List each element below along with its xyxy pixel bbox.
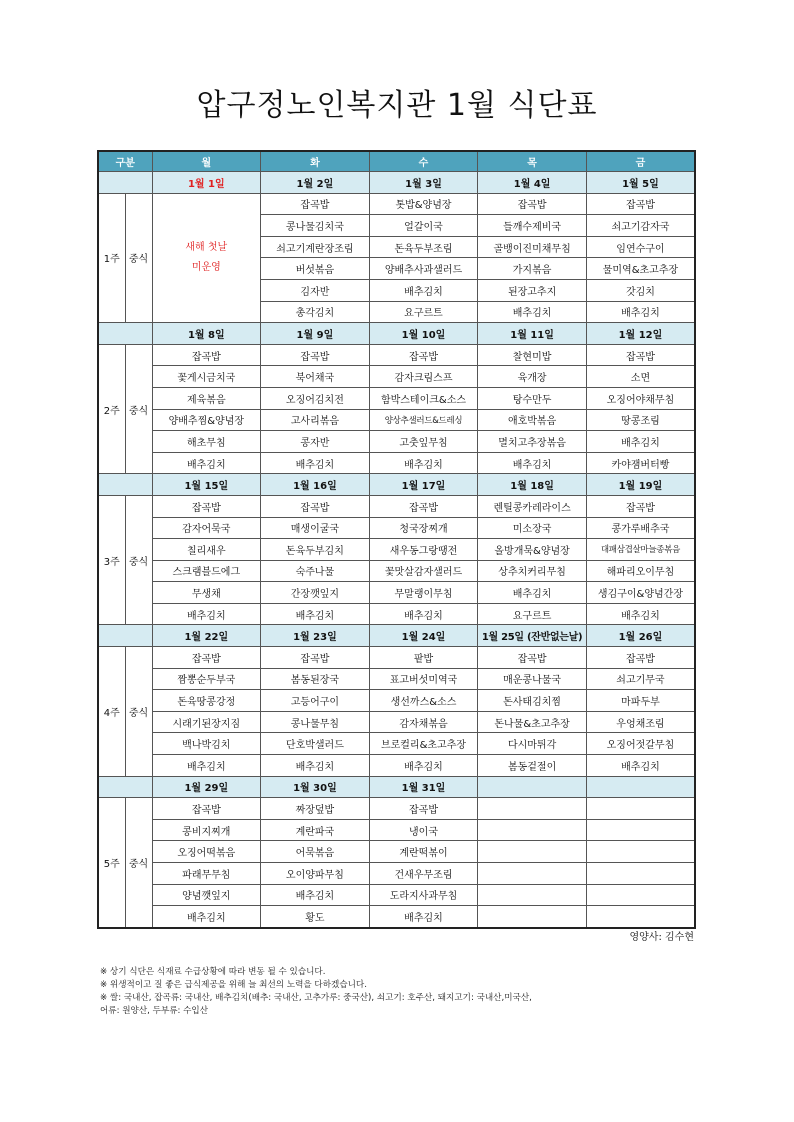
menu-item: 배추김치	[369, 603, 478, 625]
menu-item	[586, 884, 695, 906]
menu-item: 무생채	[152, 582, 261, 604]
date-cell: 1월 2일	[261, 172, 370, 194]
note-line: ※ 위생적이고 질 좋은 급식제공을 위해 늘 최선의 노력을 다하겠습니다.	[100, 980, 367, 990]
menu-item: 매생이굴국	[261, 517, 370, 539]
menu-item: 배추김치	[478, 582, 587, 604]
header-day: 금	[586, 151, 695, 172]
header-day: 목	[478, 151, 587, 172]
menu-row	[98, 517, 695, 539]
menu-item: 배추김치	[586, 431, 695, 453]
menu-row	[98, 863, 695, 885]
date-row	[98, 474, 695, 496]
menu-row	[98, 668, 695, 690]
menu-row	[98, 798, 695, 820]
menu-item: 카야잼버터빵	[586, 452, 695, 474]
menu-item: 골뱅이진미채무침	[478, 236, 587, 258]
menu-table	[97, 150, 696, 929]
date-row	[98, 172, 695, 194]
date-cell: 1월 11일	[478, 323, 587, 345]
menu-item: 새우동그랑땡전	[369, 539, 478, 561]
menu-item: 계란파국	[261, 819, 370, 841]
menu-item: 물미역&초고추장	[586, 258, 695, 280]
menu-item: 버섯볶음	[261, 258, 370, 280]
menu-item: 생선까스&소스	[369, 690, 478, 712]
date-cell: 1월 17일	[369, 474, 478, 496]
menu-item: 쇠고기계란장조림	[261, 236, 370, 258]
menu-item: 김자반	[261, 279, 370, 301]
menu-item: 칠리새우	[152, 539, 261, 561]
menu-item: 가지볶음	[478, 258, 587, 280]
menu-item: 배추김치	[369, 279, 478, 301]
menu-row	[98, 582, 695, 604]
menu-row	[98, 366, 695, 388]
menu-item: 올방개묵&양념장	[478, 539, 587, 561]
menu-item: 잡곡밥	[152, 495, 261, 517]
menu-item: 짬뽕순두부국	[152, 668, 261, 690]
menu-item: 톳밥&양념장	[369, 193, 478, 215]
menu-item: 감자채볶음	[369, 711, 478, 733]
menu-item: 브로컬리&초고추장	[369, 733, 478, 755]
meal-label: 중식	[125, 495, 152, 625]
menu-item	[478, 798, 587, 820]
menu-item: 콩비지찌개	[152, 819, 261, 841]
date-cell: 1월 23일	[261, 625, 370, 647]
header-day: 화	[261, 151, 370, 172]
menu-item: 임연수구이	[586, 236, 695, 258]
menu-item	[586, 798, 695, 820]
menu-item	[478, 906, 587, 928]
date-cell: 1월 31일	[369, 776, 478, 798]
menu-item: 단호박샐러드	[261, 733, 370, 755]
date-row	[98, 776, 695, 798]
menu-row	[98, 539, 695, 561]
menu-item: 고춧잎무침	[369, 431, 478, 453]
date-row-spacer	[98, 474, 152, 496]
dietitian-label: 영양사: 김수현	[629, 932, 694, 943]
menu-item	[478, 819, 587, 841]
header-row	[98, 151, 695, 172]
menu-item: 돈나물&초고추장	[478, 711, 587, 733]
menu-row	[98, 841, 695, 863]
meal-label: 중식	[125, 647, 152, 777]
menu-item: 콩나물무침	[261, 711, 370, 733]
menu-item: 고사리볶음	[261, 409, 370, 431]
menu-item: 잡곡밥	[369, 798, 478, 820]
menu-item: 해초무침	[152, 431, 261, 453]
week-label: 5주	[98, 798, 125, 928]
menu-item: 도라지사과무침	[369, 884, 478, 906]
menu-item: 배추김치	[478, 301, 587, 323]
menu-item	[478, 884, 587, 906]
menu-item: 배추김치	[152, 906, 261, 928]
menu-item: 잡곡밥	[261, 193, 370, 215]
menu-item: 잡곡밥	[261, 344, 370, 366]
menu-item: 숙주나물	[261, 560, 370, 582]
menu-item: 양배추사과샐러드	[369, 258, 478, 280]
menu-item: 콩나물김치국	[261, 215, 370, 237]
menu-item: 들깨수제비국	[478, 215, 587, 237]
menu-item: 감자크림스프	[369, 366, 478, 388]
menu-item	[586, 819, 695, 841]
menu-item	[586, 841, 695, 863]
menu-body	[98, 172, 695, 928]
menu-item: 배추김치	[369, 906, 478, 928]
menu-item: 잡곡밥	[261, 647, 370, 669]
menu-item: 오징어김치전	[261, 387, 370, 409]
menu-item: 요구르트	[478, 603, 587, 625]
menu-item: 꽃게시금치국	[152, 366, 261, 388]
menu-item: 소면	[586, 366, 695, 388]
date-cell: 1월 4일	[478, 172, 587, 194]
menu-item: 요구르트	[369, 301, 478, 323]
menu-item: 계란떡볶이	[369, 841, 478, 863]
menu-item: 찰현미밥	[478, 344, 587, 366]
date-row-spacer	[98, 172, 152, 194]
menu-item: 미소장국	[478, 517, 587, 539]
menu-item: 양배추찜&양념장	[152, 409, 261, 431]
menu-item: 잡곡밥	[586, 647, 695, 669]
date-cell: 1월 24일	[369, 625, 478, 647]
menu-item: 돈사태김치찜	[478, 690, 587, 712]
week-label: 2주	[98, 344, 125, 474]
menu-item: 잡곡밥	[586, 344, 695, 366]
menu-item: 황도	[261, 906, 370, 928]
menu-item: 생김구이&양념간장	[586, 582, 695, 604]
menu-row	[98, 431, 695, 453]
menu-item: 콩가루배추국	[586, 517, 695, 539]
menu-item	[478, 841, 587, 863]
menu-row	[98, 711, 695, 733]
menu-row	[98, 193, 695, 215]
menu-row	[98, 755, 695, 777]
menu-row	[98, 495, 695, 517]
menu-item: 배추김치	[261, 884, 370, 906]
date-cell	[586, 776, 695, 798]
menu-item: 배추김치	[152, 452, 261, 474]
date-cell: 1월 9일	[261, 323, 370, 345]
date-cell: 1월 12일	[586, 323, 695, 345]
menu-item: 콩자반	[261, 431, 370, 453]
menu-item: 잡곡밥	[261, 495, 370, 517]
menu-item	[586, 906, 695, 928]
menu-item: 해파리오이무침	[586, 560, 695, 582]
menu-row	[98, 690, 695, 712]
menu-item: 봄동겉절이	[478, 755, 587, 777]
date-row	[98, 625, 695, 647]
date-cell: 1월 16일	[261, 474, 370, 496]
menu-item: 양상추샐러드&드레싱	[369, 409, 478, 431]
menu-item: 제육볶음	[152, 387, 261, 409]
date-row	[98, 323, 695, 345]
menu-item: 오징어야채무침	[586, 387, 695, 409]
page-title: 압구정노인복지관 1월 식단표	[196, 88, 598, 123]
date-cell: 1월 30일	[261, 776, 370, 798]
menu-item: 대패삼겹살마늘종볶음	[586, 539, 695, 561]
menu-item: 잡곡밥	[478, 647, 587, 669]
menu-item: 청국장찌개	[369, 517, 478, 539]
menu-item: 감자어묵국	[152, 517, 261, 539]
menu-row	[98, 452, 695, 474]
header-day: 수	[369, 151, 478, 172]
menu-item: 탕수만두	[478, 387, 587, 409]
menu-item: 표고버섯미역국	[369, 668, 478, 690]
menu-item: 배추김치	[586, 755, 695, 777]
menu-item: 땅콩조림	[586, 409, 695, 431]
menu-item: 배추김치	[586, 301, 695, 323]
menu-item: 상추치커리무침	[478, 560, 587, 582]
menu-item: 쇠고기무국	[586, 668, 695, 690]
menu-item: 잡곡밥	[152, 798, 261, 820]
menu-item: 고등어구이	[261, 690, 370, 712]
notes	[100, 966, 532, 1018]
holiday-cell	[152, 193, 261, 323]
menu-item: 육개장	[478, 366, 587, 388]
menu-item: 배추김치	[261, 755, 370, 777]
date-cell: 1월 3일	[369, 172, 478, 194]
date-cell: 1월 26일	[586, 625, 695, 647]
note-line: 어류: 원양산, 두부류: 수입산	[100, 1006, 209, 1016]
menu-item: 우엉채조림	[586, 711, 695, 733]
menu-item: 시래기된장지짐	[152, 711, 261, 733]
date-cell: 1월 10일	[369, 323, 478, 345]
menu-item: 간장깻잎지	[261, 582, 370, 604]
meal-label: 중식	[125, 344, 152, 474]
menu-item: 북어채국	[261, 366, 370, 388]
date-row-spacer	[98, 625, 152, 647]
menu-item: 갓김치	[586, 279, 695, 301]
menu-item: 오징어떡볶음	[152, 841, 261, 863]
holiday-text: 미운영	[191, 261, 221, 273]
menu-row	[98, 884, 695, 906]
menu-item: 배추김치	[478, 452, 587, 474]
menu-item: 오징어젓갈무침	[586, 733, 695, 755]
week-label: 4주	[98, 647, 125, 777]
menu-item: 렌틸콩카레라이스	[478, 495, 587, 517]
menu-item: 함박스테이크&소스	[369, 387, 478, 409]
menu-row	[98, 819, 695, 841]
header-day: 월	[152, 151, 261, 172]
menu-item: 무말랭이무침	[369, 582, 478, 604]
menu-item: 파래무무침	[152, 863, 261, 885]
menu-item: 잡곡밥	[152, 647, 261, 669]
menu-item: 총각김치	[261, 301, 370, 323]
header-group: 구분	[98, 151, 152, 172]
menu-item: 잡곡밥	[152, 344, 261, 366]
date-cell: 1월 19일	[586, 474, 695, 496]
menu-item: 배추김치	[261, 603, 370, 625]
menu-item	[586, 863, 695, 885]
menu-item: 짜장덮밥	[261, 798, 370, 820]
menu-item: 돈육두부김치	[261, 539, 370, 561]
menu-item: 배추김치	[261, 452, 370, 474]
menu-item: 팥밥	[369, 647, 478, 669]
menu-row	[98, 603, 695, 625]
menu-row	[98, 733, 695, 755]
menu-row	[98, 647, 695, 669]
menu-row	[98, 344, 695, 366]
menu-item: 돈육땅콩강정	[152, 690, 261, 712]
menu-item: 잡곡밥	[586, 495, 695, 517]
date-row-spacer	[98, 776, 152, 798]
date-cell: 1월 25일 (잔반없는날)	[478, 625, 587, 647]
holiday-text: 새해 첫날	[185, 241, 228, 253]
menu-item: 배추김치	[586, 603, 695, 625]
menu-item: 애호박볶음	[478, 409, 587, 431]
menu-item: 얼갈이국	[369, 215, 478, 237]
menu-row	[98, 560, 695, 582]
note-line: ※ 상기 식단은 식재료 수급상황에 따라 변동 될 수 있습니다.	[100, 967, 326, 977]
menu-item: 어묵볶음	[261, 841, 370, 863]
meal-label: 중식	[125, 193, 152, 323]
menu-item: 백나박김치	[152, 733, 261, 755]
menu-row	[98, 387, 695, 409]
menu-item: 매운콩나물국	[478, 668, 587, 690]
date-cell: 1월 18일	[478, 474, 587, 496]
menu-item: 오이양파무침	[261, 863, 370, 885]
menu-row	[98, 409, 695, 431]
menu-item: 된장고추지	[478, 279, 587, 301]
menu-item: 잡곡밥	[369, 344, 478, 366]
menu-item: 배추김치	[369, 755, 478, 777]
note-line: ※ 쌀: 국내산, 잡곡류: 국내산, 배추김치(배추: 국내산, 고추가루: 중국산), 쇠고기: 호주산, 돼지고기: 국내산,미국산,	[100, 993, 532, 1003]
menu-item: 마파두부	[586, 690, 695, 712]
menu-item: 쇠고기감자국	[586, 215, 695, 237]
date-row-spacer	[98, 323, 152, 345]
menu-item	[478, 863, 587, 885]
menu-item: 멸치고추장볶음	[478, 431, 587, 453]
menu-item: 건새우무조림	[369, 863, 478, 885]
week-label: 1주	[98, 193, 125, 323]
menu-item: 잡곡밥	[369, 495, 478, 517]
menu-item: 스크램블드에그	[152, 560, 261, 582]
date-cell: 1월 15일	[152, 474, 261, 496]
menu-item: 잡곡밥	[586, 193, 695, 215]
menu-item: 다시마튀각	[478, 733, 587, 755]
menu-item: 잡곡밥	[478, 193, 587, 215]
menu-row	[98, 906, 695, 928]
menu-item: 배추김치	[152, 603, 261, 625]
date-cell: 1월 5일	[586, 172, 695, 194]
menu-item: 배추김치	[152, 755, 261, 777]
menu-item: 봄동된장국	[261, 668, 370, 690]
menu-item: 돈육두부조림	[369, 236, 478, 258]
menu-item: 양념깻잎지	[152, 884, 261, 906]
meal-label: 중식	[125, 798, 152, 928]
date-cell: 1월 22일	[152, 625, 261, 647]
date-cell	[478, 776, 587, 798]
date-cell: 1월 29일	[152, 776, 261, 798]
menu-item: 냉이국	[369, 819, 478, 841]
menu-item: 꽃맛살감자샐러드	[369, 560, 478, 582]
date-cell: 1월 8일	[152, 323, 261, 345]
date-cell: 1월 1일	[152, 172, 261, 194]
menu-item: 배추김치	[369, 452, 478, 474]
week-label: 3주	[98, 495, 125, 625]
